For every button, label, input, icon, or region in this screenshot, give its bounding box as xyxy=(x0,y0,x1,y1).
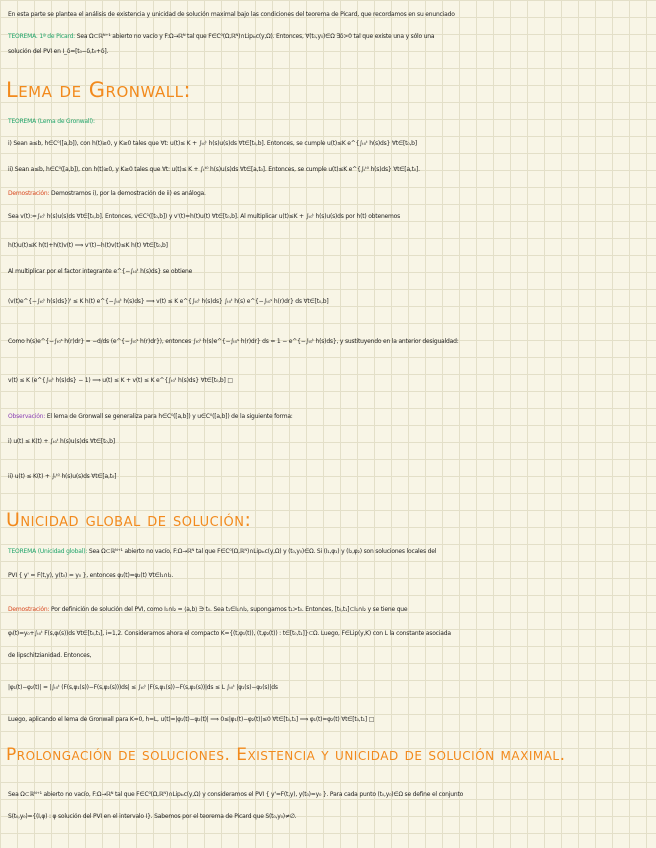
prolongacion-line-1: Sea Ω⊂ℝᴺ⁺¹ abierto no vacío, F:Ω→ℝᴺ tal que F∈C⁰(Ω,ℝᴺ)∩Lipₗₒc(y,Ω) y consideramos el PVI { y'=F(t,y), y(t₀)=y₀ }. Para cada punto (t₀,y₀)∈Ω se define el conjunto xyxy=(8,791,464,798)
unicidad-proof-text: Por definición de solución del PVI, como I₁∩I₂ = ⟨a,b⟩ ∋ t₀. Sea t₁∈I₁∩I₂, supongamos t₁>t₀. Entonces, [t₀,t₁]⊂I₁∩I₂ y se tiene que xyxy=(51,606,408,613)
qed-mark-2: □ xyxy=(368,716,375,723)
heading-unicidad: Unicidad global de solución: xyxy=(6,509,252,531)
proof-tag: Demostración: xyxy=(8,190,50,197)
proof-line-6-text: v(t) ≤ K (e^{∫ₜ₀ᵗ h(s)ds} − 1) ⟹ u(t) ≤ K + v(t) ≤ K e^{∫ₜ₀ᵗ h(s)ds} ∀t∈[t₀,b] xyxy=(8,377,226,384)
observation-text: El lema de Gronwall se generaliza para h∈C⁰([a,b]) y u∈C⁰([a,b]) de la siguiente forma: xyxy=(46,413,293,420)
unicidad-proof-line-4: |φ₁(t)−φ₂(t)| = |∫ₜ₀ᵗ (F(s,φ₁(s))−F(s,φ₂(s)))ds| ≤ ∫ₜ₀ᵗ |F(s,φ₁(s))−F(s,φ₂(s))|ds ≤ L ∫ₜ₀ᵗ |φ₁(s)−φ₂(s)|ds xyxy=(8,684,278,691)
intro-line: En esta parte se plantea el análisis de existencia y unicidad de solución maximal bajo las condiciones del teorema de Picard, que recordamos en su enunciado xyxy=(8,11,455,18)
proof-line-1: Sea v(t):=∫ₜ₀ᵗ h(s)u(s)ds ∀t∈[t₀,b]. Entonces, v∈C¹([t₀,b]) y v'(t)=h(t)u(t) ∀t∈[t₀,b]. Al multiplicar u(t)≤K + ∫ₜ₀ᵗ h(s)u(s)ds por h(t) obtenemos xyxy=(8,213,401,220)
qed-mark: □ xyxy=(227,377,233,384)
gronwall-part-i: i) Sean a≤b, h∈C⁰([a,b]), con h(t)≥0, y K≥0 tales que ∀t: u(t)≤ K + ∫ₜ₀ᵗ h(s)u(s)ds ∀t∈[t₀,b]. Entonces, se cumple u(t)≤K e^{∫ₜ₀ᵗ h(s)ds} ∀t∈[t₀,b] xyxy=(8,140,417,147)
unicidad-proof-line-5 xyxy=(8,716,648,724)
picard-theorem-line xyxy=(8,33,648,41)
proof-intro-line xyxy=(8,190,648,198)
unicidad-theorem-line xyxy=(8,548,648,556)
proof-intro-text: Demostramos i), por la demostración de ii) es análoga. xyxy=(51,190,206,197)
gronwall-theorem-tag: TEOREMA (Lema de Gronwall): xyxy=(8,118,95,125)
unicidad-proof-line-5-text: Luego, aplicando el lema de Gronwall para K=0, h=L, u(t)=|φ₁(t)−φ₂(t)| ⟹ 0≤|φ₁(t)−φ₂(t)|≤0 ∀t∈[t₀,t₁] ⟹ φ₁(t)=φ₂(t) ∀t∈[t₀,t₁] xyxy=(8,716,367,723)
gronwall-part-ii: ii) Sean a≤b, h∈C⁰([a,b]), con h(t)≥0, y K≥0 tales que ∀t: u(t)≤ K + ∫ₜᵗ⁰ h(s)u(s)ds ∀t∈[a,t₀]. Entonces, se cumple u(t)≤K e^{∫ₜᵗ⁰ h(s)ds} ∀t∈[a,t₀]. xyxy=(8,166,420,173)
unicidad-proof-line xyxy=(8,606,648,614)
unicidad-proof-tag: Demostración: xyxy=(8,606,50,613)
unicidad-proof-line-3: de lipschitzianidad. Entonces, xyxy=(8,652,92,659)
heading-gronwall: Lema de Gronwall: xyxy=(6,78,192,102)
observation-tag: Observación: xyxy=(8,413,46,420)
picard-theorem-tag: TEOREMA. 1ª de Picard: xyxy=(8,33,76,40)
observation-line xyxy=(8,413,648,421)
prolongacion-line-2: S(t₀,y₀)={(I,φ) : φ solución del PVI en el intervalo I}. Sabemos por el teorema de Picard que S(t₀,y₀)≠∅. xyxy=(8,813,297,820)
heading-prolongacion: Prolongación de soluciones. Existencia y unicidad de solución maximal. xyxy=(6,745,566,765)
unicidad-theorem-line-2: PVI { y' = F(t,y), y(t₀) = y₀ }, entonces φ₁(t)=φ₂(t) ∀t∈I₁∩I₂. xyxy=(8,572,174,579)
picard-theorem-line-2: solución del PVI en I_δ=[t₀−δ,t₀+δ]. xyxy=(8,48,109,55)
proof-line-5: Como h(s)e^{−∫ₜ₀ˢ h(r)dr} = −d/ds (e^{−∫ₜ₀ˢ h(r)dr}), entonces ∫ₜ₀ᵗ h(s)e^{−∫ₜ₀ˢ h(r)dr} ds = 1 − e^{−∫ₜ₀ᵗ h(s)ds}, y sustituyendo en la anterior desigualdad: xyxy=(8,338,459,345)
observation-part-ii: ii) u(t) ≤ K(t) + ∫ₜᵗ⁰ h(s)u(s)ds ∀t∈[a,t₀] xyxy=(8,473,117,480)
picard-theorem-text: Sea Ω⊂ℝᴺ⁺¹ abierto no vacío y F:Ω→ℝᴺ tal que F∈C⁰(Ω,ℝᴺ)∩Lipₗₒc(y,Ω). Entonces, ∀(t₀,y₀)∈Ω ∃δ>0 tal que existe una y sólo una xyxy=(76,33,435,40)
unicidad-theorem-tag: TEOREMA (Unicidad global): xyxy=(8,548,88,555)
proof-line-6 xyxy=(8,377,648,385)
proof-line-3: Al multiplicar por el factor integrante e^{−∫ₜ₀ᵗ h(s)ds} se obtiene xyxy=(8,268,193,275)
proof-line-4: (v(t)e^{−∫ₜ₀ᵗ h(s)ds})' ≤ K h(t) e^{−∫ₜ₀ᵗ h(s)ds} ⟹ v(t) ≤ K e^{∫ₜ₀ᵗ h(s)ds} ∫ₜ₀ᵗ h(s) e^{−∫ₜ₀ˢ h(r)dr} ds ∀t∈[t₀,b] xyxy=(8,298,329,305)
proof-line-2: h(t)u(t)≤K h(t)+h(t)v(t) ⟹ v'(t)−h(t)v(t)≤K h(t) ∀t∈[t₀,b] xyxy=(8,242,168,249)
unicidad-theorem-text: Sea Ω⊂ℝᴺ⁺¹ abierto no vacío, F:Ω→ℝᴺ tal que F∈C⁰(Ω,ℝᴺ)∩Lipₗₒc(y,Ω) y (t₀,y₀)∈Ω. Si (I₁,φ₁) y (I₂,φ₂) son soluciones locales del xyxy=(88,548,437,555)
unicidad-proof-line-2: φᵢ(t)=y₀+∫ₜ₀ᵗ F(s,φᵢ(s))ds ∀t∈[t₀,t₁], i=1,2. Consideramos ahora el compacto K={(t,φ₁(t)), (t,φ₂(t)) : t∈[t₀,t₁]}⊂Ω. Luego, F∈Lip(y,K) con L la constante asociada xyxy=(8,630,451,637)
observation-part-i: i) u(t) ≤ K(t) + ∫ₜ₀ᵗ h(s)u(s)ds ∀t∈[t₀,b] xyxy=(8,438,115,445)
